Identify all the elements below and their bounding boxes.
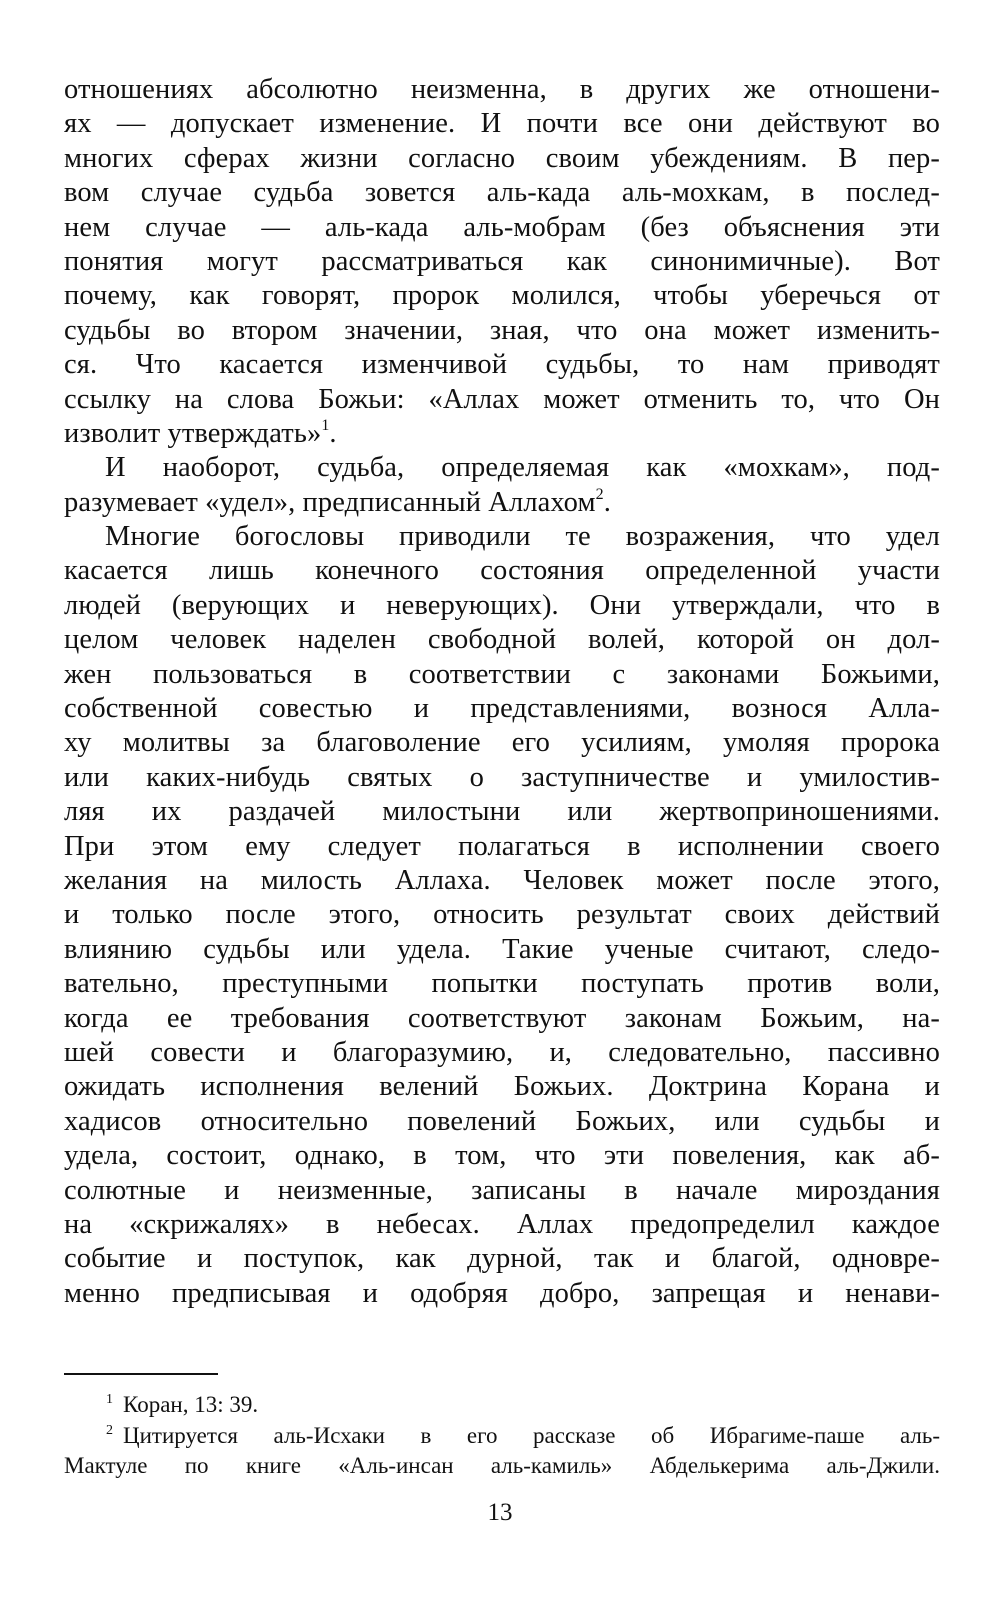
text-line: ся. Что касается изменчивой судьбы, то нам приводят	[64, 349, 940, 381]
text-line: собственной совестью и представлениями, вознося Алла-	[64, 693, 940, 725]
text-line: солютные и неизменные, записаны в начале мироздания	[64, 1174, 940, 1206]
text-line: и только после этого, относить результат своих действий	[64, 899, 940, 931]
text-line: когда ее требования соответствуют законам Божьим, на-	[64, 1002, 940, 1034]
text-line: ляя их раздачей милостыни или жертвоприношениями.	[64, 796, 940, 828]
text-line: удела, состоит, однако, в том, что эти повеления, как аб-	[64, 1140, 940, 1172]
text-line: нем случае — аль-када аль-мобрам (без объяснения эти	[64, 211, 940, 243]
footnote-text: Коран, 13: 39.	[123, 1392, 259, 1417]
text-line: ссылку на слова Божьи: «Аллах может отменить то, что Он	[64, 383, 940, 415]
text-line: вом случае судьба зовется аль-када аль-мохкам, в послед-	[64, 177, 940, 209]
text-line	[64, 486, 940, 520]
text-line: касается лишь конечного состояния определенной участи	[64, 555, 940, 587]
footnotes	[64, 1390, 940, 1482]
footnote-mark: 1	[106, 1392, 113, 1407]
text-line: целом человек наделен свободной волей, которой он дол-	[64, 624, 940, 656]
text-line: понятия могут рассматриваться как синонимичные). Вот	[64, 245, 940, 277]
line-end-punctuation: .	[603, 486, 611, 518]
text-line	[64, 417, 940, 451]
text-line: людей (верующих и неверующих). Они утверждали, что в	[64, 589, 940, 621]
text-line: желания на милость Аллаха. Человек может после этого,	[64, 864, 940, 896]
footnote-mark: 2	[106, 1422, 113, 1438]
footnote-2-continued: Мактуле по книге «Аль-инсан аль-камиль» Абделькерима аль-Джили.	[64, 1453, 940, 1478]
text-line: Многие богословы приводили те возражения, что удел	[105, 521, 940, 553]
line-text: изволит утверждать»	[64, 417, 322, 449]
text-line: менно предписывая и одобряя добро, запрещая и ненави-	[64, 1277, 940, 1309]
text-line: почему, как говорят, пророк молился, чтобы уберечься от	[64, 280, 940, 312]
text-line: И наоборот, судьба, определяемая как «мохкам», под-	[105, 452, 940, 484]
text-line: влиянию судьбы или удела. Такие ученые считают, следо-	[64, 933, 940, 965]
line-text: разумевает «удел», предписанный Аллахом	[64, 486, 596, 518]
text-line: или каких-нибудь святых о заступничестве и умилостив-	[64, 761, 940, 793]
text-line: хадисов относительно повелений Божьих, или судьбы и	[64, 1105, 940, 1137]
footnote-divider	[64, 1373, 218, 1375]
text-line: шей совести и благоразумию, и, следовательно, пассивно	[64, 1036, 940, 1068]
footnote-text: Цитируется аль-Исхаки в его рассказе об Ибрагиме-паше аль-	[123, 1422, 940, 1448]
footnote-ref[interactable]: 1	[321, 416, 330, 434]
text-line: ожидать исполнения велений Божьих. Доктрина Корана и	[64, 1071, 940, 1103]
text-line: судьбы во втором значении, зная, что она может изменить-	[64, 314, 940, 346]
page-number: 13	[487, 1499, 513, 1526]
text-line: многих сферах жизни согласно своим убеждениям. В пер-	[64, 142, 940, 174]
text-line: жен пользоваться в соответствии с законами Божьими,	[64, 658, 940, 690]
text-line: событие и поступок, как дурной, так и благой, одновре-	[64, 1243, 940, 1275]
text-line: вательно, преступными попытки поступать против воли,	[64, 968, 940, 1000]
footnote-1	[64, 1390, 940, 1421]
text-line: на «скрижалях» в небесах. Аллах предопределил каждое	[64, 1208, 940, 1240]
footnote-2	[64, 1421, 940, 1452]
line-end-punctuation: .	[329, 417, 337, 449]
text-line: При этом ему следует полагаться в исполнении своего	[64, 830, 940, 862]
footnote-ref[interactable]: 2	[595, 485, 604, 503]
text-line: отношениях абсолютно неизменна, в других же отношени-	[64, 74, 940, 105]
main-text	[64, 73, 940, 1311]
text-line: ях — допускает изменение. И почти все они действуют во	[64, 108, 940, 140]
text-line: ху молитвы за благоволение его усилиям, умоляя пророка	[64, 727, 940, 759]
